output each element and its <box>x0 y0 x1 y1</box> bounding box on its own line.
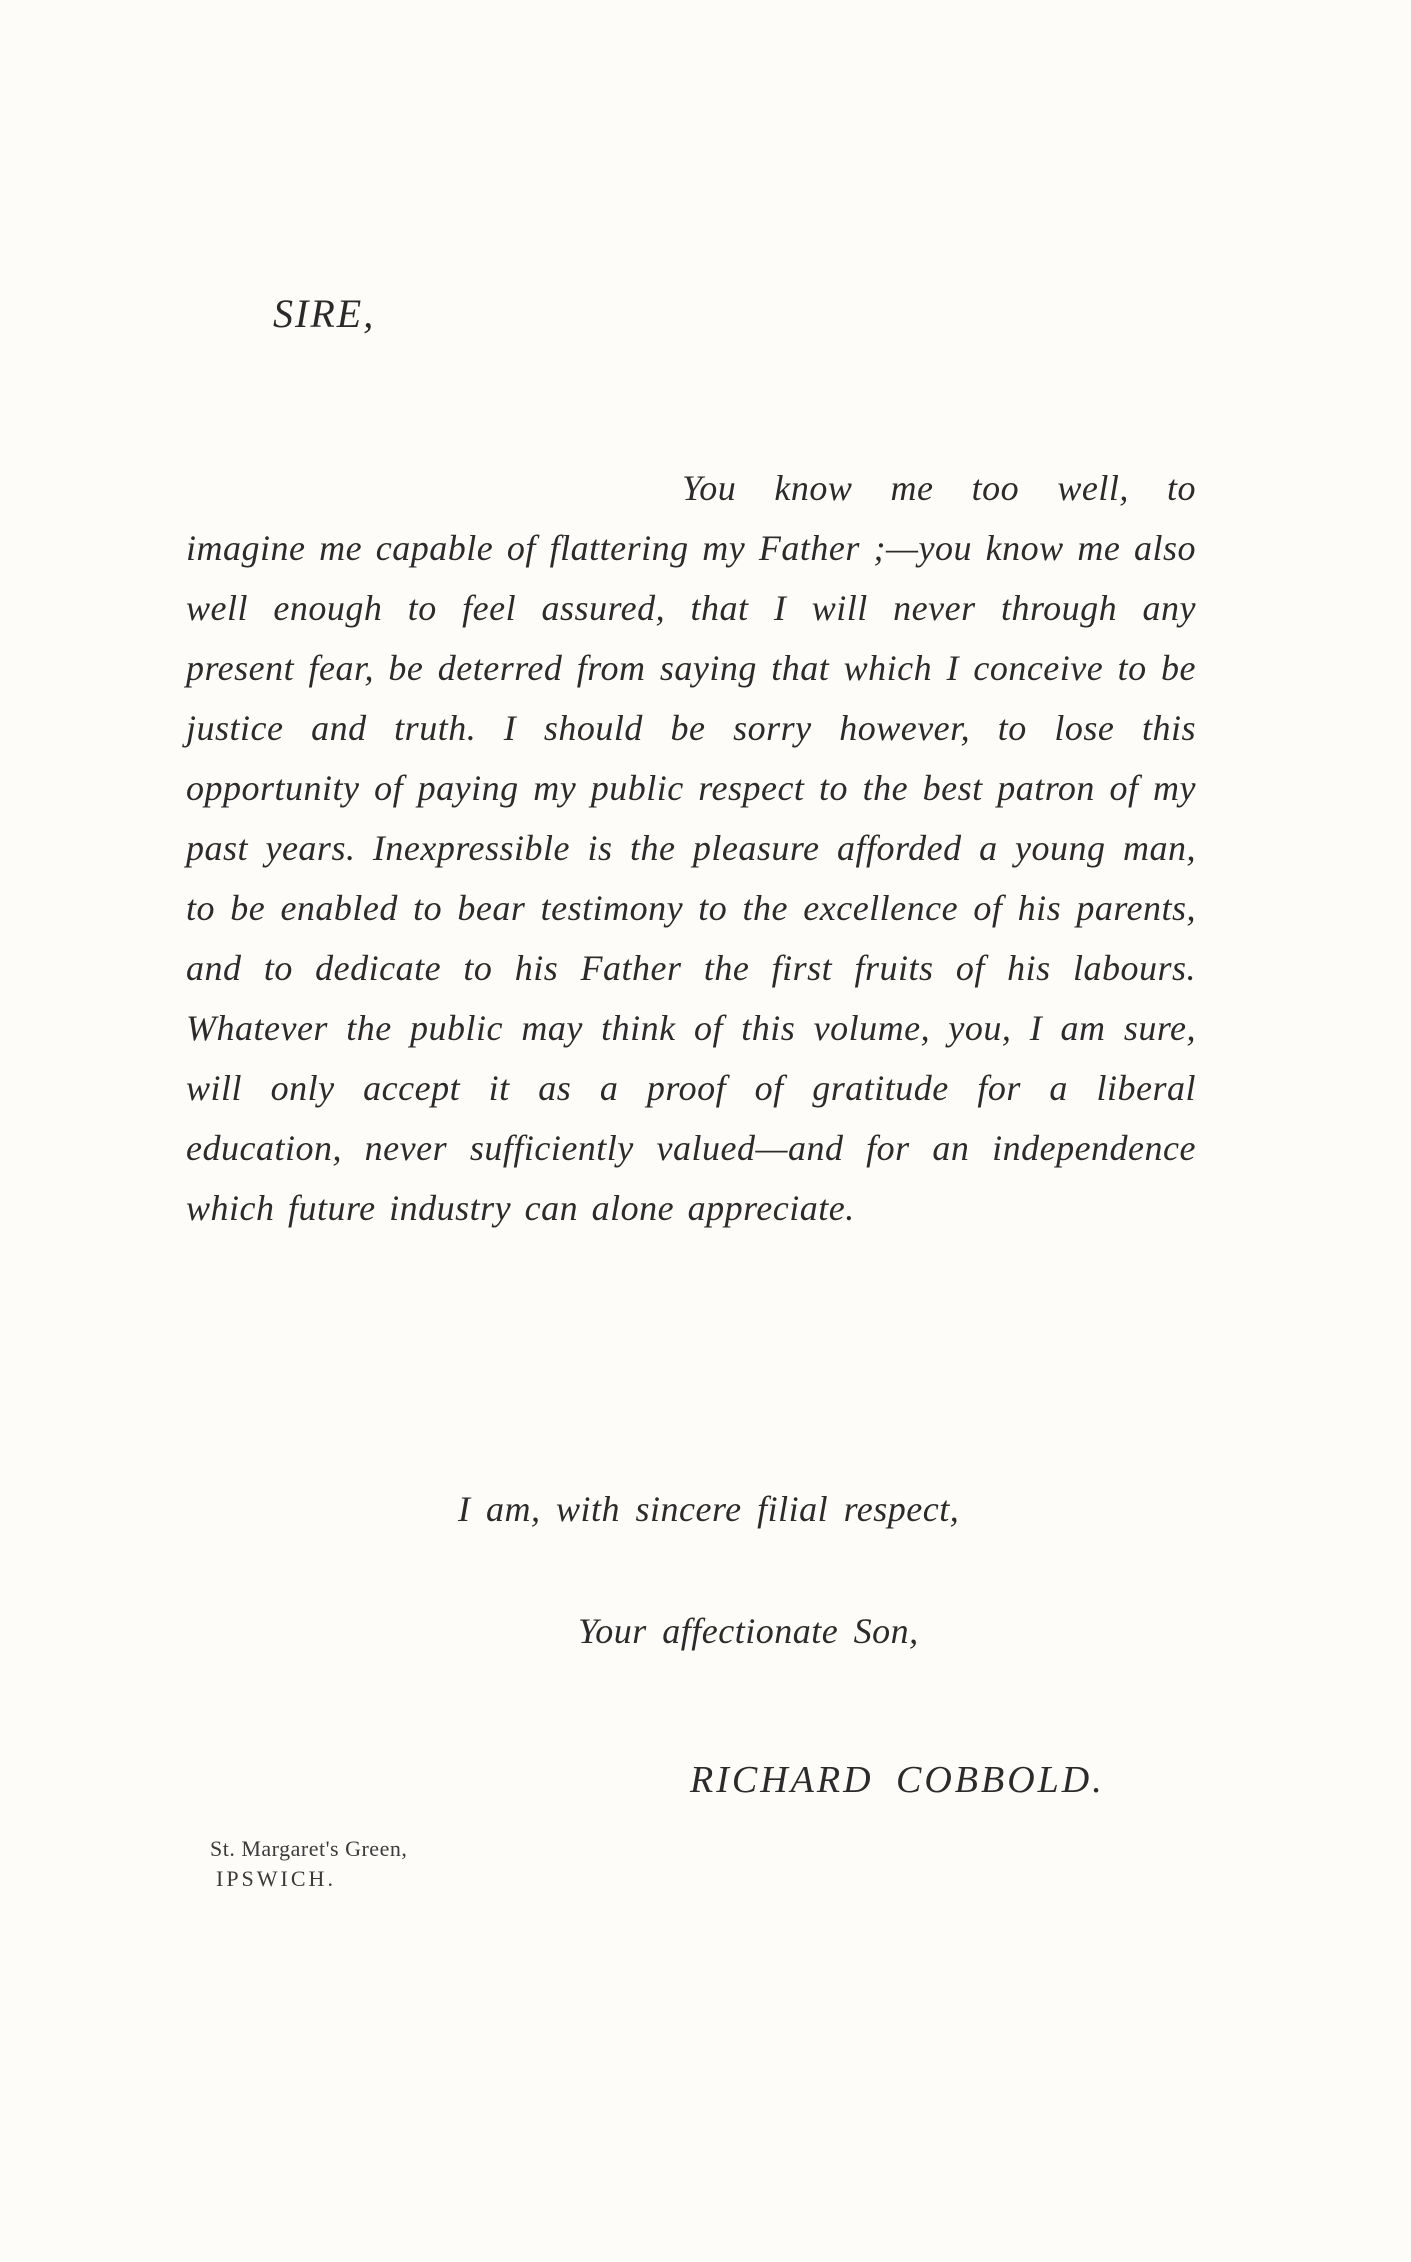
signature: RICHARD COBBOLD. <box>690 1759 1105 1801</box>
address-line-1: St. Margaret's Green, <box>210 1836 408 1861</box>
complimentary-close: Your affectionate Son, <box>578 1611 919 1651</box>
address-line-2: IPSWICH. <box>216 1866 336 1891</box>
closing-line: I am, with sincere filial respect, <box>458 1489 960 1529</box>
address-block <box>210 1834 407 1894</box>
letter-body: You know me too well, to imagine me capable of flattering my Father ;—you know me also well enough to feel assured, that I will never through any present fear, be deterred from saying that which I conceive to be justice and truth. I should be sorry however, to lose this opportunity of paying my public respect to the best patron of my past years. Inexpressible is the pleasure afforded a young man, to be enabled to bear testimony to the excellence of his parents, and to dedicate to his Father the first fruits of his labours. Whatever the public may think of this volume, you, I am sure, will only accept it as a proof of gratitude for a liberal education, never sufficiently valued—and for an independence which future industry can alone appreciate. <box>186 468 1196 1228</box>
salutation: SIRE, <box>273 291 376 336</box>
